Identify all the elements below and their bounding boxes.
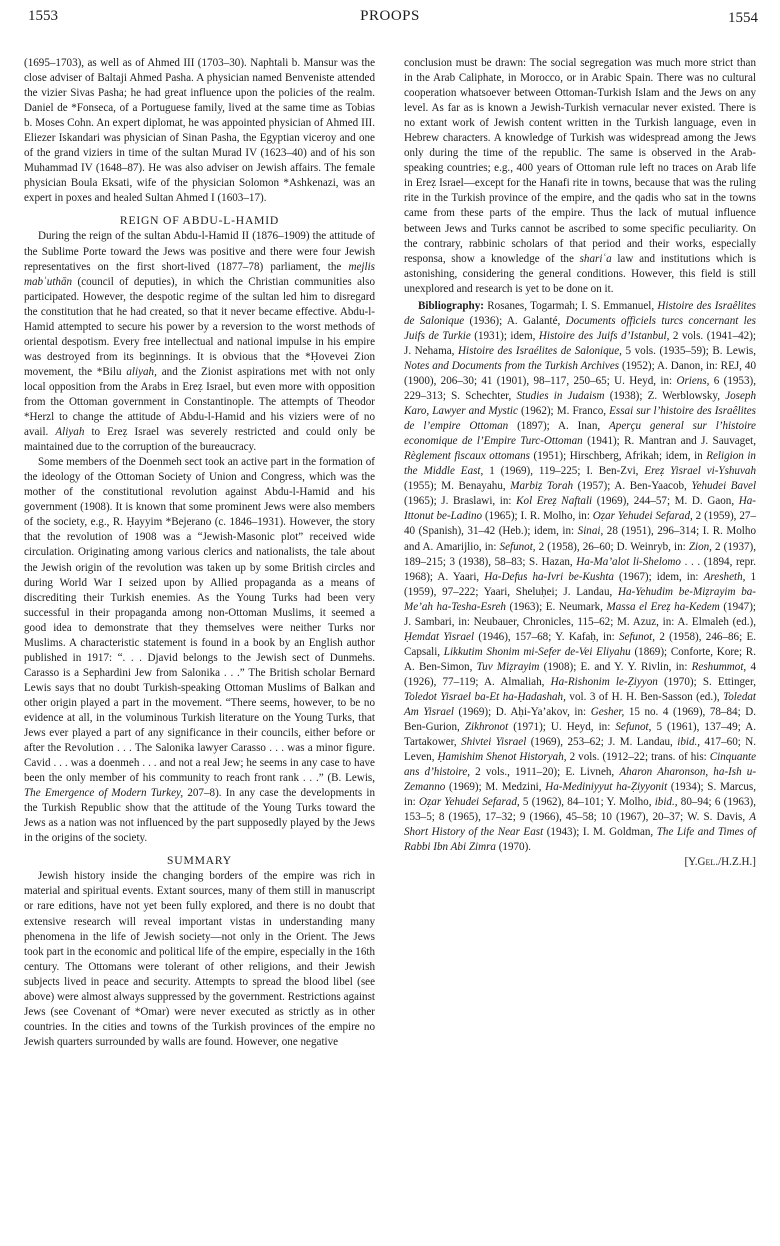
bibliography-title: Aperçu general sur l’histoire economique de l’Empire Turc-Ottoman — [404, 420, 756, 448]
bibliography-text: (1965); I. R. Molho, in: — [482, 510, 593, 523]
bibliography-title: Ḥamishim Shenot Historyah, — [437, 751, 567, 764]
bibliography-text: (1971); U. Heyd, in: — [508, 721, 616, 734]
bibliography-title: Gesher, — [590, 706, 625, 719]
bibliography-text: (1943); I. M. Goldman, — [543, 826, 657, 839]
bibliography-title: Oẓar Yehudei Sefarad, — [592, 510, 693, 523]
bibliography-title: Essai sur l’histoire des Israêlites de l’empire Ottoman — [404, 405, 756, 433]
text-run: Some members of the Doenmeh sect took an active part in the formation of the ideology of the Ottoman Society of Union and Congress, which was the mother of the constitutional revolution against Abdu-l-Hamid and his government (1908). It is known that some prominent Jews were also members of the society, e.g., R. Ḥayyim *Bejerano (c. 1846–1931). However, the story that the revolution of 1908 was a “Jewish-Masonic plot” received wide circulation. Originating among various clerics and nationalists, the tale about the Jewish origin of the revolution was taken up by some British circles and during World War I seized upon by Allied propaganda as a means of discrediting their Turkish enemies. As the Young Turks had been very successful in their propaganda among non-Ottoman Muslims, it seemed a good idea to demonstrate that they themselves were neither Turks nor Muslims. A characteristic statement is found in a book by an English author published in 1917: “. . . Djavid belongs to the Jewish sect of Dunmehs. Carasso is a Sephardini Jew from Salonika . . .” The British scholar Bernard Lewis says that no doubt Turkish-speaking Ottoman Muslims of Balkan and other origin played a part in the movement. “There seems, however, to be no evidence at all, in the voluminous Turkish literature on the Young Turks, that Jews ever played a part of any significance in their councils, either before or after the Revolution . . . The Salonika lawyer Carasso . . . was a minor figure. Cavid . . . was a doenmeh . . . and not a real Jew; he seems in any case to have been the only member of his community to reach front rank . . .” (B. Lewis, — [24, 456, 375, 785]
bibliography-title: Marbiẓ Torah — [510, 480, 574, 493]
bibliography-title: Sefunot, — [615, 721, 652, 734]
bibliography-text: (1963); E. Neumark, — [505, 600, 607, 613]
bibliography — [404, 299, 756, 871]
bibliography-text: . . . (1894, repr. 1968); A. Yaari, — [404, 555, 756, 583]
bibliography-text: (1955); M. Benayahu, — [404, 480, 511, 493]
bibliography-title: The Life and Times of Rabbi Ibn Abi Zimra — [404, 826, 757, 854]
paragraph-conclusion — [404, 56, 756, 297]
bibliography-title: Ha-Ma’alot li-Shelomo — [576, 555, 681, 568]
bibliography-text: (1970); S. Ettinger, — [657, 675, 756, 688]
bibliography-text: (1962); M. Franco, — [517, 405, 610, 418]
italic-term: Aliyah — [55, 426, 85, 439]
italic-term: aliyah, — [126, 365, 157, 378]
bibliography-text: 2 vols., 1911–20); E. Livneh, — [470, 766, 620, 779]
bibliography-title: Aresheth, — [703, 570, 746, 583]
bibliography-text: (1965); J. Braslawi, in: — [404, 495, 517, 508]
bibliography-entries — [404, 300, 756, 854]
bibliography-title: Sefunot, — [618, 630, 656, 643]
bibliography-title: Sinai, — [577, 525, 604, 538]
bibliography-title: Ha-Ittonut be-Ladino — [404, 495, 756, 523]
bibliography-title: Notes and Documents from the Turkish Archives — [404, 359, 620, 372]
bibliography-text: (1969), 244–57; M. D. Gaon, — [592, 495, 739, 508]
bibliography-title: ibid., — [677, 736, 701, 749]
bibliography-text: (1957); A. Ben-Yaacob, — [573, 480, 692, 493]
bibliography-title: Ḥemdat Yisrael — [404, 630, 475, 643]
bibliography-text: (1931); idem, — [470, 329, 539, 342]
bibliography-text: 2 vols. (1941–42); J. Nehama, — [404, 329, 756, 357]
text-run: 207–8). In any case the developments in the Turkish Republic show that the attitude of the Young Turks toward the Jews as a nation was not influenced by the part supposedly played by the Jews in the origins of the society. — [24, 787, 375, 845]
bibliography-title: Zikhronot — [464, 721, 509, 734]
bibliography-title: Joseph Karo, Lawyer and Mystic — [404, 390, 756, 418]
bibliography-title: Histoire des Israélites de Salonique, — [457, 344, 622, 357]
bibliography-text: 28 (1951), 296–314; I. R. Molho and A. Amarijlio, in: — [404, 525, 756, 553]
bibliography-title: Massa el Ereẓ ha-Kedem — [606, 600, 720, 613]
paragraph-abdu-l-hamid-reign — [24, 229, 375, 455]
bibliography-title: Shivtei Yisrael — [461, 736, 527, 749]
bibliography-title: Tuv Miẓrayim — [476, 660, 540, 673]
bibliography-text: (1936); A. Galanté, — [464, 314, 566, 327]
bibliography-text: 5 (1961), 137–49; A. Tartakower, — [404, 721, 757, 749]
section-heading-summary: SUMMARY — [167, 854, 232, 868]
bibliography-title: Yehudei Bavel — [691, 480, 757, 493]
bibliography-title: ibid., — [654, 796, 678, 809]
bibliography-title: Toledat Am Yisrael — [404, 690, 756, 719]
author-signature: [Y.Gel./H.Z.H.] — [684, 856, 756, 869]
bibliography-text: 80–94; 6 (1963), 153–5; 8 (1965), 17–32; 9 (1966), 45–58; 10 (1967), 20–37; W. S. Davis, — [404, 796, 756, 824]
italic-book-title: The Emergence of Modern Turkey, — [24, 787, 184, 800]
bibliography-title: Zion, — [688, 540, 712, 553]
bibliography-text: (1941); R. Mantran and J. Sauvaget, — [582, 435, 756, 448]
bibliography-title: Histoire des Juifs d’Istanbul, — [538, 329, 670, 342]
bibliography-title: A Short History of the Near East — [404, 811, 756, 839]
section-heading-reign-of-abdu-l-hamid: REIGN OF ABDU-L-HAMID — [119, 214, 280, 228]
bibliography-text: (1908); E. and Y. Y. Rivlin, in: — [539, 660, 692, 673]
bibliography-text: (1869); Conforte, Kore; R. A. Ben-Simon, — [404, 645, 756, 673]
bibliography-text: (1967); idem, in: — [613, 570, 704, 583]
bibliography-text: 1 (1969), 119–225; I. Ben-Zvi, — [483, 465, 645, 478]
bibliography-text: 2 vols. (1912–22; trans. of his: — [566, 751, 710, 764]
bibliography-text: (1934); S. Marcus, in: — [404, 781, 757, 809]
bibliography-title: Ha-Rishonim le-Ẓiyyon — [550, 675, 658, 688]
bibliography-text: vol. 3 of H. H. Ben-Sasson (ed.), — [565, 690, 724, 703]
bibliography-text: (1897); A. Inan, — [508, 420, 610, 433]
page-header — [0, 0, 780, 30]
bibliography-title: Règlement fiscaux ottomans — [404, 450, 530, 463]
bibliography-text: 6 (1953), 229–313; S. Schechter, — [404, 374, 756, 403]
bibliography-text: (1938); Z. Werblowsky, — [604, 390, 726, 403]
running-title: PROOPS — [360, 8, 420, 24]
bibliography-text: 5 vols. (1935–59); B. Lewis, — [621, 344, 756, 357]
bibliography-text: (1947); J. Sambari, in: Neubauer, Chronicles, 115–62; M. Azuz, in: A. Elmaleh (ed.), — [404, 600, 756, 628]
bibliography-text: 4 (1926), 77–119; A. Almaliah, — [404, 660, 756, 688]
text-run: (council of deputies), in which the Christian communities also participated. However, the despotic regime of the sultan led him to disregard the constitution that he had created, so that it never became effective. Abdu-l-Hamid attempted to secure his power by a reversion to the worst methods of oriental despotism. Every free intellectual and national impulse in his empire was destroyed from its beginnings. It is obvious that the *Ḥovevei Zion movement, the *Bilu — [24, 275, 375, 378]
bibliography-text: 1 (1959), 97–222; Yaari, Sheluḥei; J. Landau, — [404, 570, 757, 598]
text-run: to Ereẓ Israel was severely restricted and could only be maintained due to the corruption of the bureaucracy. — [24, 426, 375, 454]
paragraph-physicians: (1695–1703), as well as of Ahmed III (1703–30). Naphtali b. Mansur was the close adviser of Baltaji Ahmed Pasha. A physician named Benveniste attended the vizier Sivas Pasha; he had great influence upon the policies of the realm. Daniel de *Fonseca, of a Portuguese family, lived at the same time as Tobias b. Moses Cohn. An expert diplomat, he was appointed physician of Ahmed III. Eliezer Iskandari was physician of Sinan Pasha, the Egyptian viceroy and one of the grand viziers in time of the sultan Murad IV (1623–40) and of his son Muhammad IV (1648–87). He was also adviser on Jewish affairs. The female physician Boula Eksati, wife of the physician Solomon *Ashkenazi, was an expert in poxes and healed Sultan Ahmed I (1603–17). — [24, 57, 375, 205]
bibliography-text: (1969), 253–62; J. M. Landau, — [526, 736, 678, 749]
page-number-right: 1554 — [728, 10, 758, 26]
bibliography-title: Ha-Defus ha-Ivri be-Kushta — [484, 570, 614, 583]
bibliography-title: Religion in the Middle East, — [404, 450, 756, 478]
bibliography-text: 2 (1937), 189–215; 3 (1938), 58–83; S. Hazan, — [404, 540, 757, 568]
bibliography-text: 5 (1962), 84–101; Y. Molho, — [519, 796, 655, 809]
bibliography-title: Ha-Mediniyyut ha-Ẓiyyonit — [545, 781, 668, 794]
left-column — [24, 56, 375, 1050]
bibliography-title: Documents officiels turcs concernant les Juifs de Turkie — [404, 314, 756, 342]
bibliography-text: (1952); A. Danon, in: REJ, 40 (1900), 206–30; 41 (1901), 98–117, 250–65; U. Heyd, in: — [404, 359, 756, 387]
paragraph-doenmeh-sect — [24, 455, 375, 846]
bibliography-title: Histoire des Israêlites de Salonique — [404, 299, 756, 327]
bibliography-title: Oẓar Yehudei Sefarad, — [418, 796, 520, 809]
bibliography-text: 15 no. 4 (1969), 78–84; D. Ben-Gurion, — [404, 706, 756, 734]
bibliography-title: Cinquante ans d’histoire, — [404, 751, 757, 779]
bibliography-title: Likkutim Shonim mi-Sefer de-Vei Eliyahu — [443, 645, 631, 658]
bibliography-title: Reshummot, — [691, 660, 747, 673]
bibliography-text: (1969); M. Medzini, — [445, 781, 546, 794]
bibliography-text: (1951); Hirschberg, Afrikah; idem, in — [529, 450, 707, 463]
italic-term: mejlis mabʿuthān — [24, 260, 375, 288]
text-run: conclusion must be drawn: The social segregation was much more strict than in the Arab Caliphate, in Morocco, or in Arabic Spain. There was no cultural cooperation whatsoever between Ottoman-Turkish Islam and the Jews on any level. As far as is known a Jewish-Turkish vernacular never existed. There is no extant work of Jewish content written in the Turkish language, even in Hebrew characters. A knowledge of Turkish was widespread among the Jews only during the time of the republic. The same is observed in the Arab-speaking countries; e.g., 400 years of Ottoman rule left no traces on Arab life in Ereẓ Israel—except for the Hanafi rite in towns, because that was the ruling rite in the Turkish province of the empire, and the qadis who sat in the towns came from these parts of the empire. Thus the lack of mutual influence between Jews and Turks cannot be ascribed to some specific peculiarity. On the contrary, rabbinic scholars of that period and their works, especially responsa, show a knowledge of the — [404, 57, 756, 265]
bibliography-text: (1946), 157–68; Y. Kafaḥ, in: — [474, 630, 619, 643]
bibliography-title: Ha-Yehudim be-Miẓrayim ba-Me’ah ha-Tesha-Esreh — [404, 585, 756, 613]
bibliography-title: Toledot Yisrael ba-Et ha-Ḥadashah, — [404, 690, 566, 703]
bibliography-label: Bibliography: — [418, 299, 484, 312]
bibliography-text: Rosanes, Togarmah; I. S. Emmanuel, — [483, 299, 658, 312]
bibliography-title: Ereẓ Yisrael vi-Yshuvah — [644, 465, 756, 478]
bibliography-text: (1969); D. Aḥi-Ya’akov, in: — [453, 706, 591, 719]
italic-term: shariʿa — [579, 252, 612, 265]
bibliography-text: 2 (1958), 26–60; D. Weinryb, in: — [535, 540, 689, 553]
bibliography-title: Sefunot, — [499, 540, 536, 553]
right-column — [404, 56, 756, 871]
bibliography-text: 417–60; N. Leven, — [404, 736, 757, 764]
text-run: and the Zionist aspirations met with not only local opposition from the Arabs in Ereẓ Israel, but even more with opposition from the Ottoman government in Constantinople. The attempts of Theodor *Herzl to change the attitude of Abdu-l-Hamid and his viziers were of no avail. — [24, 365, 375, 439]
bibliography-text: 2 (1959), 27–40 (Spanish), 31–42 (Heb.); idem, in: — [404, 510, 756, 538]
bibliography-title: Aharon Aharonson, ha-Ish u-Zemanno — [404, 766, 757, 794]
bibliography-text: 2 (1958), 246–86; E. Capsali, — [404, 630, 756, 658]
bibliography-title: Kol Ereẓ Naftali — [516, 495, 593, 508]
paragraph-summary: Jewish history inside the changing borders of the empire was rich in material and spiritual events. Extant sources, many of them still in manuscript or rare editions, have not yet been fully explored, and there is no doubt that extensive research will reveal important vistas in understanding many phenomena in the life of Jewish society—not only in the Orient. The Jews took part in the economic and political life of the empire, especially in the 16th century. The Ottomans were tolerant of other religions, and their Jewish subjects lived in peace and security. Attempts to spread the blood libel (see above) were almost always suppressed by the government. Restrictions against Jews (see Covenant of *Omar) were never executed as strictly as in other countries. In the cities and towns of the Turkish provinces of the empire no Jewish quarters surrounded by walls are found. However, one negative — [24, 870, 375, 1048]
text-run: During the reign of the sultan Abdu-l-Hamid II (1876–1909) the attitude of the Sublime Porte toward the Jews was positive and there were four Jewish representatives on the first short-lived (1877–78) parliament, the — [24, 230, 375, 273]
bibliography-title: Studies in Judaism — [516, 390, 605, 403]
bibliography-title: Oriens, — [676, 374, 710, 387]
page-number-left: 1553 — [28, 8, 58, 24]
bibliography-text: (1970). — [495, 841, 532, 854]
text-run: law and institutions which is astonishing, considering the general conditions. However, this field is still unexplored and research is yet to be done on it. — [404, 252, 756, 295]
